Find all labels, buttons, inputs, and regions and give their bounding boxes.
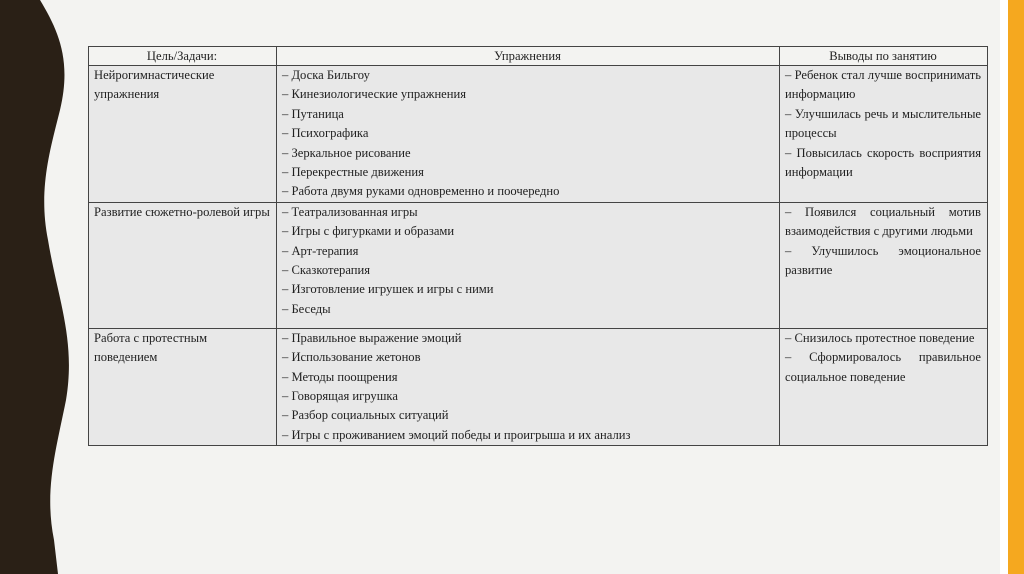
conclusion-item: – Появился социальный мотив взаимодействия с другими людьми: [785, 204, 981, 239]
exercise-item: – Зеркальное рисование: [282, 145, 411, 160]
exercises-cell: [277, 202, 780, 328]
exercise-item: – Методы поощрения: [282, 369, 398, 384]
conclusion-item: – Улучшилось эмоциональное развитие: [785, 243, 981, 278]
exercise-item: – Путаница: [282, 106, 344, 121]
goal-cell: Нейрогимнастические упражнения: [89, 66, 277, 203]
exercise-item: – Доска Бильгоу: [282, 68, 370, 82]
exercise-item: – Изготовление игрушек и игры с ними: [282, 282, 494, 297]
conclusion-item: – Повысилась скорость восприятия информации: [785, 145, 981, 180]
header-conclusions: Выводы по занятию: [780, 47, 988, 66]
exercise-item: – Психографика: [282, 126, 369, 141]
conclusion-item: – Улучшилась речь и мыслительные процессы: [785, 106, 981, 141]
decorative-wave-border: [0, 0, 80, 574]
conclusions-cell: [780, 202, 988, 328]
exercise-item: – Игры с фигурками и образами: [282, 224, 455, 239]
exercises-cell: [277, 328, 780, 445]
table-row: [89, 66, 988, 203]
header-exercises: Упражнения: [277, 47, 780, 66]
exercise-item: – Театрализованная игры: [282, 204, 418, 219]
conclusions-cell: [780, 328, 988, 445]
exercise-item: – Кинезиологические упражнения: [282, 87, 467, 102]
lesson-table: [88, 46, 988, 446]
exercise-item: – Правильное выражение эмоций: [282, 330, 462, 345]
exercises-cell: [277, 66, 780, 203]
right-accent-stripe: [1008, 0, 1024, 574]
conclusion-item: – Сформировалось правильное социальное поведение: [785, 350, 981, 384]
exercise-item: – Арт-терапия: [282, 243, 359, 258]
conclusion-item: – Ребенок стал лучше воспринимать информацию: [785, 68, 981, 102]
conclusion-item: – Снизилось протестное поведение: [785, 330, 975, 345]
exercise-item: – Работа двумя руками одновременно и поочередно: [282, 184, 560, 199]
exercise-item: – Говорящая игрушка: [282, 389, 398, 404]
exercise-item: – Игры с проживанием эмоций победы и проигрыша и их анализ: [282, 427, 631, 442]
exercise-item: – Разбор социальных ситуаций: [282, 408, 449, 423]
exercise-item: – Беседы: [282, 301, 331, 316]
table-header-row: [89, 47, 988, 66]
header-goal: Цель/Задачи:: [89, 47, 277, 66]
exercise-item: – Сказкотерапия: [282, 263, 371, 278]
goal-cell: Работа с протестным поведением: [89, 328, 277, 445]
right-edge-stripe: [1000, 0, 1008, 574]
table-row: [89, 328, 988, 445]
exercise-item: – Использование жетонов: [282, 350, 421, 365]
exercise-item: – Перекрестные движения: [282, 165, 424, 180]
table-row: [89, 202, 988, 328]
goal-cell: Развитие сюжетно-ролевой игры: [89, 202, 277, 328]
conclusions-cell: [780, 66, 988, 203]
